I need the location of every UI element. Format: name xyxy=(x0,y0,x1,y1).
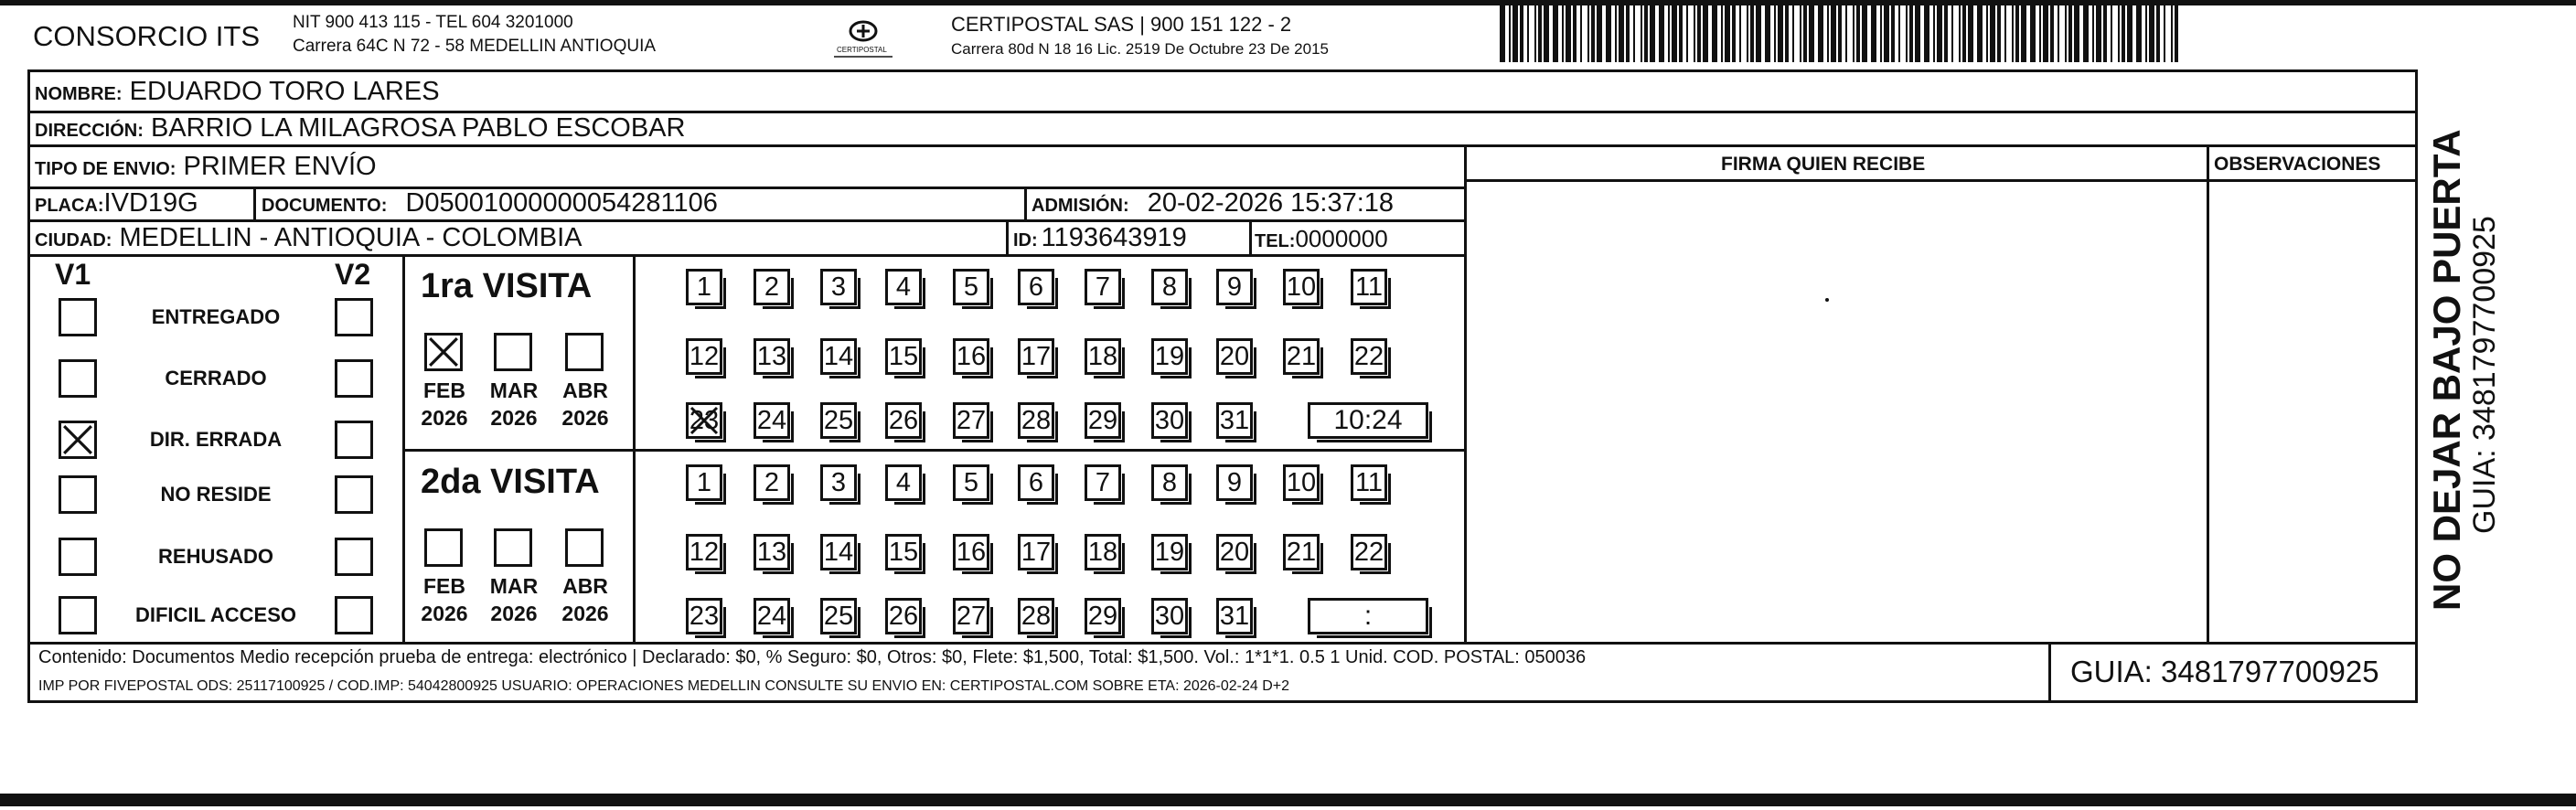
day-box-11[interactable]: 11 xyxy=(1351,269,1387,305)
time-field[interactable]: 10:24 xyxy=(1308,402,1428,439)
time-field[interactable]: : xyxy=(1308,598,1428,634)
day-box-12[interactable]: 12 xyxy=(686,338,722,375)
row-line xyxy=(27,144,2418,147)
visit-year-label: 2026 xyxy=(561,602,609,625)
barcode-bar xyxy=(1747,5,1748,62)
barcode-bar xyxy=(1959,5,1961,62)
col-line xyxy=(2207,144,2209,642)
visit-divider xyxy=(402,449,1464,452)
barcode-bar xyxy=(1641,5,1642,62)
barcode-bar xyxy=(1862,5,1867,62)
barcode-bar xyxy=(1853,5,1855,62)
day-box-11[interactable]: 11 xyxy=(1351,464,1387,501)
barcode-bar xyxy=(1880,5,1882,62)
visit-month-checkbox[interactable] xyxy=(494,333,532,371)
tel-label: TEL: xyxy=(1255,231,1296,251)
documento-value: D05001000000054281106 xyxy=(405,188,718,218)
placa-label: PLACA: xyxy=(35,196,104,216)
signature-dot xyxy=(1825,298,1829,302)
barcode-bar xyxy=(1818,5,1823,62)
barcode-bar xyxy=(1672,5,1677,62)
day-box-20[interactable]: 20 xyxy=(1216,534,1253,570)
footer-top-line xyxy=(27,642,2418,645)
barcode-bar xyxy=(1520,5,1523,62)
status-label: CERRADO xyxy=(165,367,267,389)
day-box-1[interactable]: 1 xyxy=(686,269,722,305)
day-box-27[interactable]: 27 xyxy=(953,402,989,439)
day-box-4[interactable]: 4 xyxy=(885,464,922,501)
id-value: 1193643919 xyxy=(1041,223,1187,252)
nombre-label: NOMBRE: xyxy=(35,84,123,104)
status-v2-checkbox[interactable] xyxy=(335,475,373,514)
barcode-bar xyxy=(1977,5,1983,62)
day-box-28[interactable]: 28 xyxy=(1018,598,1054,634)
day-box-30[interactable]: 30 xyxy=(1151,598,1188,634)
documento-label: DOCUMENTO: xyxy=(262,196,388,216)
v1-header: V1 xyxy=(55,258,91,291)
barcode-bar xyxy=(1803,5,1807,62)
visit-year-label: 2026 xyxy=(490,406,538,430)
barcode-bar xyxy=(1962,5,1966,62)
top-border-band xyxy=(0,0,2576,5)
visit-year-label: 2026 xyxy=(490,602,538,625)
col-line xyxy=(1249,219,1252,254)
barcode-bar xyxy=(2065,5,2067,62)
day-box-28[interactable]: 28 xyxy=(1018,402,1054,439)
admision-row xyxy=(1031,188,1394,218)
status-label: DIFICIL ACCESO xyxy=(134,603,296,626)
status-label: NO RESIDE xyxy=(160,483,272,506)
day-box-29[interactable]: 29 xyxy=(1085,402,1121,439)
day-box-30[interactable]: 30 xyxy=(1151,402,1188,439)
barcode-bar xyxy=(1827,5,1829,62)
day-box-9[interactable]: 9 xyxy=(1216,269,1253,305)
footer-col-line xyxy=(2048,642,2051,703)
barcode-bar xyxy=(2043,5,2048,62)
day-box-31[interactable]: 31 xyxy=(1216,598,1253,634)
barcode-bar xyxy=(1765,5,1770,62)
day-box-22[interactable]: 22 xyxy=(1351,534,1387,570)
barcode-bar xyxy=(1626,5,1630,62)
ciudad-row xyxy=(35,223,583,253)
barcode-bar xyxy=(1597,5,1602,62)
barcode-bar xyxy=(1778,5,1783,62)
barcode-bar xyxy=(1580,5,1582,62)
documento-row xyxy=(262,188,718,218)
barcode-bar xyxy=(1686,5,1688,62)
status-v2-checkbox[interactable] xyxy=(335,359,373,398)
tipo-label: TIPO DE ENVIO: xyxy=(35,159,176,179)
barcode-bar xyxy=(2068,5,2072,62)
col-line xyxy=(633,254,636,642)
barcode-bar xyxy=(1986,5,1988,62)
day-box-2[interactable]: 2 xyxy=(754,269,790,305)
barcode-bar xyxy=(1619,5,1624,62)
direccion-row xyxy=(35,113,685,144)
bottom-border-band xyxy=(0,794,2576,806)
barcode-bar xyxy=(1891,5,1895,62)
day-number: 23 xyxy=(689,406,720,435)
visit-month-label: FEB xyxy=(423,574,465,598)
day-box-16[interactable]: 16 xyxy=(953,534,989,570)
barcode-bar xyxy=(1871,5,1876,62)
tel-row xyxy=(1255,225,1388,253)
day-box-29[interactable]: 29 xyxy=(1085,598,1121,634)
status-v2-checkbox[interactable] xyxy=(335,298,373,336)
barcode-bar xyxy=(2111,5,2112,62)
visit-month-label: FEB xyxy=(423,378,465,402)
barcode-bar xyxy=(1933,5,1935,62)
day-box-21[interactable]: 21 xyxy=(1283,534,1320,570)
barcode-bar xyxy=(1703,5,1708,62)
v2-header: V2 xyxy=(335,258,371,291)
barcode-bar xyxy=(1785,5,1789,62)
barcode-bar xyxy=(1774,5,1776,62)
status-v1-checkbox[interactable] xyxy=(59,421,97,459)
col-line xyxy=(1464,144,1467,642)
admision-value: 20-02-2026 15:37:18 xyxy=(1147,188,1395,218)
barcode-bar xyxy=(1512,5,1518,62)
day-box-15[interactable]: 15 xyxy=(885,534,922,570)
status-v1-checkbox[interactable] xyxy=(59,359,97,398)
status-v2-checkbox[interactable] xyxy=(335,596,373,634)
day-box-24[interactable]: 24 xyxy=(754,598,790,634)
status-v1-checkbox[interactable] xyxy=(59,538,97,576)
barcode-bar xyxy=(2122,5,2125,62)
barcode-bar xyxy=(1856,5,1860,62)
col-line xyxy=(1006,219,1009,254)
day-box-10[interactable]: 10 xyxy=(1283,269,1320,305)
barcode-bar xyxy=(1884,5,1889,62)
day-box-13[interactable]: 13 xyxy=(754,338,790,375)
day-box-5[interactable]: 5 xyxy=(953,464,989,501)
observaciones-header: OBSERVACIONES xyxy=(2214,154,2381,175)
visit-year-label: 2026 xyxy=(561,406,609,430)
day-box-7[interactable]: 7 xyxy=(1085,269,1121,305)
company-name: CONSORCIO ITS xyxy=(33,20,261,52)
day-box-21[interactable]: 21 xyxy=(1283,338,1320,375)
barcode-bar xyxy=(2127,5,2132,62)
barcode-bar xyxy=(2015,5,2019,62)
day-box-6[interactable]: 6 xyxy=(1018,269,1054,305)
barcode-bar xyxy=(2145,5,2147,62)
barcode-bar xyxy=(1500,5,1505,62)
day-box-18[interactable]: 18 xyxy=(1085,534,1121,570)
barcode-bar xyxy=(2004,5,2006,62)
barcode-bar xyxy=(1694,5,1695,62)
barcode-bar xyxy=(2058,5,2059,62)
visit-month-label: ABR xyxy=(562,574,608,598)
barcode-bar xyxy=(1937,5,1942,62)
row-line xyxy=(27,254,1467,257)
day-box-6[interactable]: 6 xyxy=(1018,464,1054,501)
tipo-row xyxy=(35,152,377,182)
footer-guia: GUIA: 3481797700925 xyxy=(2070,655,2379,688)
visit-year-label: 2026 xyxy=(421,406,468,430)
barcode-bar xyxy=(1566,5,1571,62)
barcode-bar xyxy=(1668,5,1670,62)
carrier-line-2: Carrera 80d N 18 16 Lic. 2519 De Octubre 23 De 2015 xyxy=(951,40,1329,58)
barcode-bar xyxy=(1527,5,1529,62)
nombre-value: EDUARDO TORO LARES xyxy=(129,77,440,106)
day-box-31[interactable]: 31 xyxy=(1216,402,1253,439)
day-box-3[interactable]: 3 xyxy=(820,464,857,501)
barcode-bar xyxy=(1644,5,1648,62)
admision-label: ADMISIÓN: xyxy=(1031,196,1129,216)
direccion-value: BARRIO LA MILAGROSA PABLO ESCOBAR xyxy=(150,113,686,143)
barcode-bar xyxy=(1924,5,1929,62)
placa-value: IVD19G xyxy=(103,188,198,218)
day-box-25[interactable]: 25 xyxy=(820,598,857,634)
barcode-bar xyxy=(2039,5,2041,62)
visit-month-label: MAR xyxy=(489,378,539,402)
status-v1-checkbox[interactable] xyxy=(59,596,97,634)
day-box-19[interactable]: 19 xyxy=(1151,534,1188,570)
barcode-bar xyxy=(1679,5,1683,62)
row-line xyxy=(1467,179,2418,182)
barcode-bar xyxy=(1659,5,1664,62)
logo-caption: CERTIPOSTAL xyxy=(837,46,887,54)
barcode-bar xyxy=(1615,5,1617,62)
day-box-5[interactable]: 5 xyxy=(953,269,989,305)
visit-month-checkbox[interactable] xyxy=(565,528,604,567)
ciudad-label: CIUDAD: xyxy=(35,230,112,250)
barcode-bar xyxy=(1898,5,1900,62)
day-box-13[interactable]: 13 xyxy=(754,534,790,570)
barcode-bar xyxy=(1951,5,1953,62)
barcode-bar xyxy=(1697,5,1701,62)
barcode-bar xyxy=(1831,5,1836,62)
barcode-bar xyxy=(1553,5,1558,62)
barcode-bar xyxy=(1750,5,1754,62)
visit-month-checkbox[interactable] xyxy=(424,528,463,567)
visit-month-checkbox[interactable] xyxy=(565,333,604,371)
barcode-bar xyxy=(2083,5,2089,62)
barcode-bar xyxy=(1534,5,1536,62)
barcode-bar xyxy=(1909,5,1913,62)
day-box-22[interactable]: 22 xyxy=(1351,338,1387,375)
barcode-bar xyxy=(1990,5,1995,62)
barcode-bar xyxy=(1968,5,1973,62)
visit-year-label: 2026 xyxy=(421,602,468,625)
barcode-bar xyxy=(1997,5,2001,62)
day-box-7[interactable]: 7 xyxy=(1085,464,1121,501)
ciudad-value: MEDELLIN - ANTIOQUIA - COLOMBIA xyxy=(119,223,583,252)
day-box-2[interactable]: 2 xyxy=(754,464,790,501)
day-box-14[interactable]: 14 xyxy=(820,534,857,570)
day-box-26[interactable]: 26 xyxy=(885,402,922,439)
col-line xyxy=(1024,187,1027,219)
day-box-24[interactable]: 24 xyxy=(754,402,790,439)
day-box-17[interactable]: 17 xyxy=(1018,534,1054,570)
nombre-row xyxy=(35,77,440,107)
barcode-bar xyxy=(2050,5,2054,62)
visit-month-label: ABR xyxy=(562,378,608,402)
barcode-bar xyxy=(1573,5,1577,62)
barcode-bar xyxy=(2092,5,2094,62)
day-box-19[interactable]: 19 xyxy=(1151,338,1188,375)
barcode-bar xyxy=(1732,5,1736,62)
day-box-4[interactable]: 4 xyxy=(885,269,922,305)
barcode-bar xyxy=(1509,5,1511,62)
barcode-bar xyxy=(1809,5,1814,62)
status-v2-checkbox[interactable] xyxy=(335,538,373,576)
barcode-bar xyxy=(1633,5,1635,62)
visit-month-label: MAR xyxy=(489,574,539,598)
day-box-26[interactable]: 26 xyxy=(885,598,922,634)
barcode xyxy=(1500,5,2187,62)
day-box-20[interactable]: 20 xyxy=(1216,338,1253,375)
day-box-12[interactable]: 12 xyxy=(686,534,722,570)
barcode-bar xyxy=(1725,5,1730,62)
barcode-bar xyxy=(1712,5,1717,62)
status-label: ENTREGADO xyxy=(151,305,281,328)
day-box-3[interactable]: 3 xyxy=(820,269,857,305)
status-label: REHUSADO xyxy=(158,545,273,568)
barcode-bar xyxy=(2175,5,2178,62)
id-label: ID: xyxy=(1013,230,1038,250)
barcode-bar xyxy=(1792,5,1794,62)
day-box-23[interactable] xyxy=(686,402,722,439)
barcode-bar xyxy=(1562,5,1564,62)
barcode-bar xyxy=(1721,5,1723,62)
barcode-bar xyxy=(1739,5,1741,62)
day-box-10[interactable]: 10 xyxy=(1283,464,1320,501)
tipo-value: PRIMER ENVÍO xyxy=(183,152,377,181)
barcode-bar xyxy=(1915,5,1920,62)
barcode-bar xyxy=(1944,5,1948,62)
col-line xyxy=(253,187,256,219)
day-box-17[interactable]: 17 xyxy=(1018,338,1054,375)
tel-value: 0000000 xyxy=(1295,225,1388,252)
barcode-bar xyxy=(1591,5,1595,62)
barcode-bar xyxy=(2074,5,2079,62)
visit-title: 1ra VISITA xyxy=(421,267,593,305)
barcode-bar xyxy=(2171,5,2173,62)
visit-month-checkbox[interactable] xyxy=(424,333,463,371)
barcode-bar xyxy=(2012,5,2014,62)
barcode-bar xyxy=(2136,5,2142,62)
id-row xyxy=(1013,223,1187,253)
barcode-bar xyxy=(2156,5,2160,62)
day-box-18[interactable]: 18 xyxy=(1085,338,1121,375)
barcode-bar xyxy=(1587,5,1589,62)
barcode-bar xyxy=(1800,5,1801,62)
day-box-15[interactable]: 15 xyxy=(885,338,922,375)
footer-line-1: Contenido: Documentos Medio recepción prueba de entrega: electrónico | Declarado: $0, % Seguro: $0, Otros: $0, Flete: $1,500, Total: $1,500. Vol.: 1*1*1. 0.5 1 Unid. COD. POSTAL: 050036 xyxy=(38,647,1587,667)
day-box-9[interactable]: 9 xyxy=(1216,464,1253,501)
footer-line-2: IMP POR FIVEPOSTAL ODS: 25117100925 / COD.IMP: 54042800925 USUARIO: OPERACIONES MEDELLIN CONSULTE SU ENVIO EN: CERTIPOSTAL.COM SOBRE ETA: 2026-02-24 D+2 xyxy=(38,678,1290,694)
firma-header: FIRMA QUIEN RECIBE xyxy=(1721,154,1926,175)
day-box-8[interactable]: 8 xyxy=(1151,269,1188,305)
visit-title: 2da VISITA xyxy=(421,463,600,501)
direccion-label: DIRECCIÓN: xyxy=(35,121,144,141)
barcode-bar xyxy=(1544,5,1549,62)
side-guia: GUIA: 3481797700925 xyxy=(2467,216,2502,534)
barcode-bar xyxy=(1606,5,1611,62)
day-box-23[interactable]: 23 xyxy=(686,598,722,634)
visit-month-checkbox[interactable] xyxy=(494,528,532,567)
barcode-bar xyxy=(1538,5,1542,62)
status-label: DIR. ERRADA xyxy=(149,428,283,451)
certipostal-logo xyxy=(830,15,896,62)
barcode-bar xyxy=(1906,5,1908,62)
day-box-25[interactable]: 25 xyxy=(820,402,857,439)
col-line xyxy=(402,254,405,642)
side-warning: NO DEJAR BAJO PUERTA xyxy=(2425,129,2468,611)
barcode-bar xyxy=(2164,5,2165,62)
barcode-bar xyxy=(2149,5,2154,62)
status-v1-checkbox[interactable] xyxy=(59,475,97,514)
barcode-bar xyxy=(1845,5,1847,62)
company-line-2: Carrera 64C N 72 - 58 MEDELLIN ANTIOQUIA xyxy=(293,37,657,56)
status-v1-checkbox[interactable] xyxy=(59,298,97,336)
day-box-8[interactable]: 8 xyxy=(1151,464,1188,501)
barcode-bar xyxy=(1756,5,1761,62)
placa-row xyxy=(35,188,198,218)
barcode-bar xyxy=(2103,5,2107,62)
company-line-1: NIT 900 413 115 - TEL 604 3201000 xyxy=(293,13,573,32)
barcode-bar xyxy=(2021,5,2026,62)
barcode-bar xyxy=(2118,5,2120,62)
day-box-14[interactable]: 14 xyxy=(820,338,857,375)
carrier-line-1: CERTIPOSTAL SAS | 900 151 122 - 2 xyxy=(951,13,1292,36)
status-v2-checkbox[interactable] xyxy=(335,421,373,459)
barcode-bar xyxy=(1838,5,1842,62)
day-box-27[interactable]: 27 xyxy=(953,598,989,634)
barcode-bar xyxy=(2096,5,2101,62)
barcode-bar xyxy=(2030,5,2036,62)
day-box-1[interactable]: 1 xyxy=(686,464,722,501)
day-box-16[interactable]: 16 xyxy=(953,338,989,375)
barcode-bar xyxy=(1650,5,1655,62)
